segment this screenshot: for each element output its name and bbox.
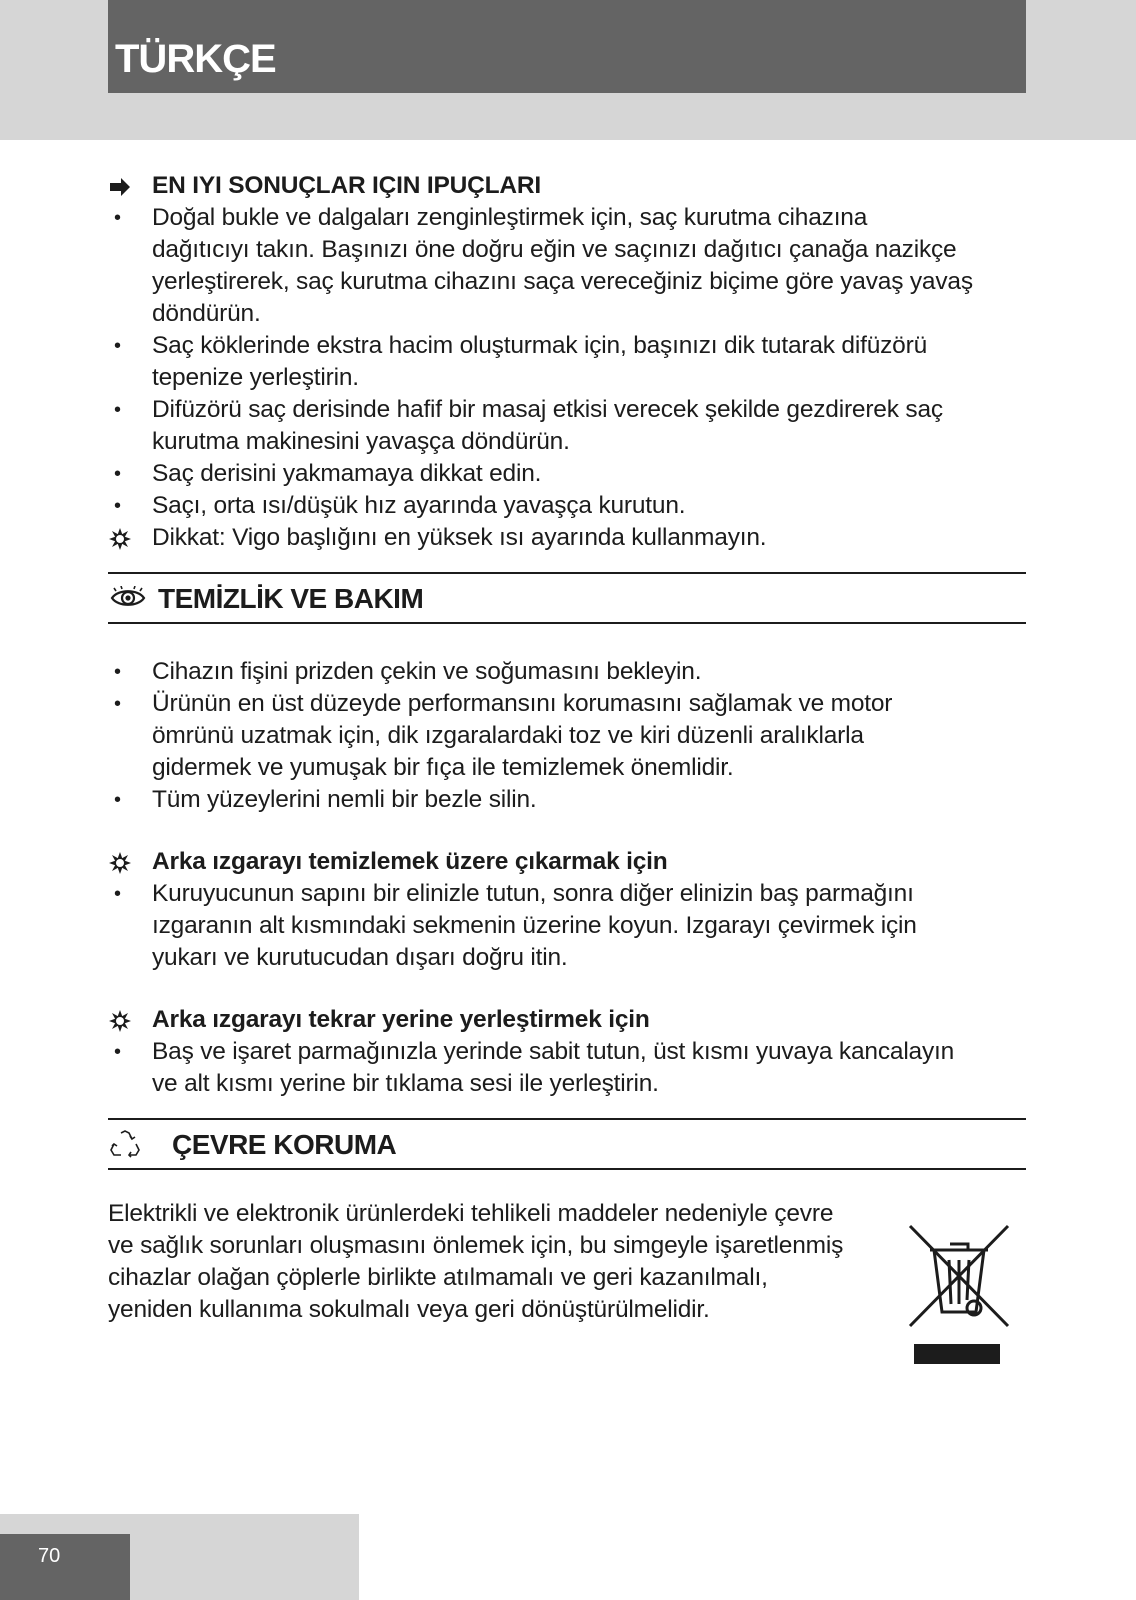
list-line: döndürün. bbox=[152, 300, 261, 327]
list-line: tepenize yerleştirin. bbox=[152, 364, 359, 391]
bullet-icon: • bbox=[114, 693, 121, 715]
tip-item bbox=[108, 330, 1026, 394]
text-line: Doğal bukle ve dalgaları zenginleştirmek için, saç kurutma cihazına bbox=[152, 204, 868, 231]
text-line: Ürünün en üst düzeyde performansını korumasını sağlamak ve motor bbox=[152, 690, 893, 717]
list-line: ömrünü uzatmak için, dik ızgaralardaki toz ve kiri düzenli aralıklarla bbox=[152, 722, 864, 749]
text-line: Baş ve işaret parmağınızla yerinde sabit tutun, üst kısmı yuvaya kancalayın bbox=[152, 1038, 955, 1065]
list-line bbox=[108, 330, 1026, 362]
list-line: yerleştirerek, saç kurutma cihazını saça vereceğiniz biçime göre yavaş yavaş bbox=[152, 268, 973, 295]
bullet-icon: • bbox=[114, 207, 121, 229]
replace-grille-item bbox=[108, 1036, 1026, 1100]
text-line: ve sağlık sorunları oluşmasını önlemek için, bu simgeyle işaretlenmiş bbox=[108, 1232, 844, 1259]
tip-item bbox=[108, 490, 1026, 522]
text-line: Kuruyucunun sapını bir elinizle tutun, sonra diğer elinizin baş parmağını bbox=[152, 880, 914, 907]
title-bar bbox=[108, 0, 1026, 93]
page-number: 70 bbox=[38, 1545, 61, 1567]
page-content bbox=[108, 170, 1026, 1326]
page-number-box bbox=[0, 1534, 130, 1600]
list-line bbox=[108, 656, 1026, 688]
tip-item bbox=[108, 458, 1026, 490]
replace-grille-heading-row bbox=[108, 1004, 1026, 1036]
text-line: Elektrikli ve elektronik ürünlerdeki tehlikeli maddeler nedeniyle çevre bbox=[108, 1200, 834, 1227]
tip-item bbox=[108, 202, 1026, 330]
remove-grille-heading-row bbox=[108, 846, 1026, 878]
eye-icon bbox=[110, 586, 146, 615]
environment-paragraph bbox=[108, 1198, 898, 1326]
text-line: Saç köklerinde ekstra hacim oluşturmak için, başınızı dik tutarak difüzörü bbox=[152, 332, 927, 359]
crossed-bin-icon bbox=[904, 1220, 1014, 1370]
care-item bbox=[108, 688, 1026, 784]
list-line: dağıtıcıyı takın. Başınızı öne doğru eğin ve saçınızı dağıtıcı çanağa nazikçe bbox=[152, 236, 957, 263]
list-line bbox=[108, 202, 1026, 234]
list-line bbox=[108, 688, 1026, 720]
remove-grille-item bbox=[108, 878, 1026, 974]
bullet-icon: • bbox=[114, 399, 121, 421]
list-line: ve alt kısmı yerine bir tıklama sesi ile yerleştirin. bbox=[152, 1070, 659, 1097]
star-warning-icon bbox=[108, 846, 138, 878]
star-warning-icon bbox=[108, 522, 138, 554]
list-line bbox=[108, 878, 1026, 910]
list-line bbox=[108, 1036, 1026, 1068]
environment-section-header bbox=[108, 1118, 1026, 1170]
warning-row bbox=[108, 522, 1026, 554]
environment-heading: ÇEVRE KORUMA bbox=[172, 1129, 397, 1160]
bullet-icon: • bbox=[114, 495, 121, 517]
list-line bbox=[108, 490, 1026, 522]
care-item bbox=[108, 656, 1026, 688]
text-line: Cihazın fişini prizden çekin ve soğumasını bekleyin. bbox=[152, 658, 702, 685]
list-line: ızgaranın alt kısmındaki sekmenin üzerine koyun. Izgarayı çevirmek için bbox=[152, 912, 917, 939]
text-line: yeniden kullanıma sokulmalı veya geri dönüştürülmelidir. bbox=[108, 1296, 710, 1323]
star-warning-icon bbox=[108, 1004, 138, 1036]
recycle-icon bbox=[110, 1130, 140, 1163]
tips-heading: EN IYI SONUÇLAR IÇIN IPUÇLARI bbox=[152, 172, 541, 199]
bullet-icon: • bbox=[114, 789, 121, 811]
text-line: Tüm yüzeylerini nemli bir bezle silin. bbox=[152, 786, 537, 813]
bullet-icon: • bbox=[114, 883, 121, 905]
bullet-icon: • bbox=[114, 463, 121, 485]
replace-grille-heading: Arka ızgarayı tekrar yerine yerleştirmek için bbox=[152, 1006, 650, 1033]
bullet-icon: • bbox=[114, 1041, 121, 1063]
list-line bbox=[108, 394, 1026, 426]
tips-heading-row bbox=[108, 170, 1026, 202]
list-line bbox=[108, 784, 1026, 816]
page-title: TÜRKÇE bbox=[115, 37, 276, 81]
list-line: kurutma makinesini yavaşça döndürün. bbox=[152, 428, 570, 455]
text-line: Difüzörü saç derisinde hafif bir masaj etkisi verecek şekilde gezdirerek saç bbox=[152, 396, 943, 423]
bullet-icon: • bbox=[114, 335, 121, 357]
list-line bbox=[108, 458, 1026, 490]
text-line: Saç derisini yakmamaya dikkat edin. bbox=[152, 460, 542, 487]
arrow-right-icon bbox=[108, 170, 138, 202]
remove-grille-heading: Arka ızgarayı temizlemek üzere çıkarmak için bbox=[152, 848, 668, 875]
bullet-icon: • bbox=[114, 661, 121, 683]
tip-item bbox=[108, 394, 1026, 458]
care-section-header bbox=[108, 572, 1026, 624]
care-item bbox=[108, 784, 1026, 816]
list-line: gidermek ve yumuşak bir fıça ile temizlemek önemlidir. bbox=[152, 754, 734, 781]
care-heading: TEMİZLİK VE BAKIM bbox=[158, 583, 424, 614]
text-line: cihazlar olağan çöplerle birlikte atılmamalı ve geri kazanılmalı, bbox=[108, 1264, 768, 1291]
warning-text: Dikkat: Vigo başlığını en yüksek ısı ayarında kullanmayın. bbox=[152, 524, 767, 551]
list-line: yukarı ve kurutucudan dışarı doğru itin. bbox=[152, 944, 568, 971]
text-line: Saçı, orta ısı/düşük hız ayarında yavaşça kurutun. bbox=[152, 492, 686, 519]
